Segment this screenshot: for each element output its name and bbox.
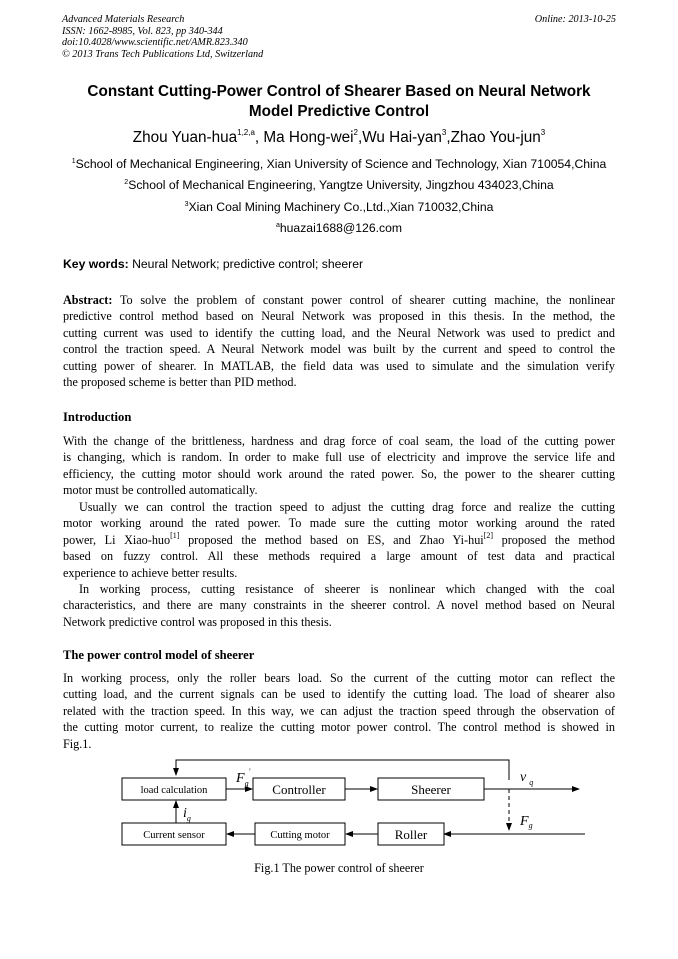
paper-title: [40, 82, 638, 121]
affiliation-1: [20, 157, 658, 172]
text-line: related with the traction speed. In this way, we can adjust the traction speed through the observation of: [63, 703, 615, 718]
affiliation-mark: 1: [71, 158, 76, 165]
title-line-1: Constant Cutting-Power Control of Shearer Based on Neural Network: [87, 83, 591, 100]
citation-ref-2[interactable]: [2]: [483, 530, 493, 540]
text-line: Fig.1.: [63, 736, 92, 751]
affiliation-3: [20, 200, 658, 215]
citation-ref-1[interactable]: [1]: [170, 530, 180, 540]
figure-1-caption: Fig.1 The power control of sheerer: [254, 861, 424, 875]
text-line: experience to achieve better results.: [63, 565, 238, 580]
text-line: motor working around the rated power. To made sure the cutting motor working around the rated: [63, 516, 615, 531]
keywords-label: Key words:: [63, 257, 129, 271]
block-label: load calculation: [140, 785, 208, 796]
title-line-2: Model Predictive Control: [248, 102, 430, 120]
text-line: efficiency, the cutting motor should work around the rated power. So, the power to the shearer cutting: [63, 466, 615, 481]
affiliation-text: School of Mechanical Engineering, Yangtze University, Jingzhou 434023,China: [128, 178, 554, 192]
text-span: proposed the method based on ES, and Zhao Yi-hui: [179, 532, 484, 547]
author-name: Zhou Yuan-hua: [132, 129, 238, 146]
block-label: Roller: [394, 827, 428, 842]
abstract: [63, 292, 615, 390]
text-line: Network predictive control was proposed in this thesis.: [63, 614, 332, 629]
text-line: the cutting motor current, to realize the cutting motor power control. The control method is showed in: [63, 720, 615, 735]
text-span: power, Li Xiao-huo: [63, 532, 171, 547]
text-line: In working process, cutting resistance of sheerer is nonlinear which changed with the coal: [79, 582, 615, 596]
email-text[interactable]: huazai1688@126.com: [279, 221, 403, 235]
author-separator: ,: [358, 129, 363, 146]
affiliation-mark: a: [275, 222, 280, 229]
abstract-label: Abstract:: [63, 293, 113, 307]
signal-label-fg: $F_g$: [520, 814, 533, 830]
text-line: In working process, only the roller bears load. So the current of the cutting motor can reflect the: [63, 671, 615, 685]
author-name: Ma Hong-wei: [263, 129, 354, 146]
abstract-line: cutting current was used to identify the cutting load, and the Neural Network was used to predict and: [63, 325, 615, 340]
power-model-paragraph: [63, 670, 615, 752]
block-label: Current sensor: [143, 830, 205, 841]
block-label: Controller: [272, 782, 326, 797]
doi-line: doi:10.4028/www.scientific.net/AMR.823.340: [62, 37, 248, 48]
text-line: is changing, which is random. In order to make full use of electricity and improve the service life and: [63, 450, 615, 465]
author-name: Wu Hai-yan: [362, 129, 442, 146]
signal-label-vq: v $_q$: [520, 770, 534, 787]
keywords: [63, 257, 363, 272]
block-label: Cutting motor: [270, 830, 330, 841]
abstract-text: To solve the problem of constant power control of shearer cutting machine, the nonlinear: [112, 293, 615, 307]
text-line: With the change of the brittleness, hardness and drag force of coal seam, the load of the cutting power: [63, 434, 615, 448]
introduction-paragraph-2: [63, 499, 615, 581]
keywords-text: Neural Network; predictive control; sheerer: [128, 257, 364, 271]
author-affiliation-mark: 3: [441, 128, 447, 137]
abstract-line: [63, 292, 615, 308]
figure-1-block-diagram: [100, 755, 600, 850]
abstract-line: the proposed scheme is better than PID method.: [63, 374, 297, 389]
introduction-paragraph-1: [63, 433, 615, 499]
affiliation-text: Xian Coal Mining Machinery Co.,Ltd.,Xian 710032,China: [188, 200, 494, 214]
author-name: Zhao You-jun: [450, 129, 541, 146]
author-separator: ,: [254, 129, 264, 146]
text-line: characteristics, and there are many constraints in the sheerer control. A novel method based on Neural: [63, 598, 615, 613]
journal-name: Advanced Materials Research: [62, 14, 185, 25]
abstract-line: control the traction speed. A Neural Network model was built by the current and speed to control the: [63, 342, 615, 357]
affiliation-2: [20, 178, 658, 193]
text-span: proposed the method: [493, 532, 615, 547]
author-affiliation-mark: 2: [353, 128, 358, 137]
abstract-line: predictive control method based on Neural Network was proposed in this thesis. In the method, the: [63, 309, 615, 324]
copyright-line: © 2013 Trans Tech Publications Ltd, Switzerland: [62, 48, 264, 60]
author-affiliation-mark: 3: [540, 128, 546, 137]
author-email: [20, 221, 658, 236]
section-heading-power-model: The power control model of sheerer: [63, 648, 255, 662]
introduction-paragraph-3: [63, 581, 615, 630]
affiliation-text: School of Mechanical Engineering, Xian University of Science and Technology, Xian 710054,China: [75, 157, 607, 171]
online-date: Online: 2013-10-25: [534, 14, 616, 25]
text-line: based on fuzzy control. All these methods required a large amount of test data and practical: [63, 549, 615, 564]
issn-line: ISSN: 1662-8985, Vol. 823, pp 340-344: [62, 25, 223, 37]
section-heading-introduction: Introduction: [63, 410, 132, 424]
text-line: Usually we can control the traction speed to adjust the cutting drag force and realize the cutting: [79, 500, 615, 514]
affiliation-mark: 3: [184, 201, 189, 208]
block-diagram-svg: [100, 755, 600, 850]
text-line: motor must be controlled automatically.: [63, 483, 258, 498]
signal-label-fg-prime: $F_g'$: [236, 767, 251, 788]
author-list: [40, 128, 638, 148]
signal-label-ig: $i_g$: [183, 806, 191, 823]
affiliation-mark: 2: [124, 179, 129, 186]
author-separator: ,: [446, 129, 451, 146]
block-label: Sheerer: [411, 782, 451, 797]
text-line: [63, 532, 615, 548]
author-affiliation-mark: 1,2,a: [237, 128, 255, 137]
journal-header: [62, 14, 263, 60]
text-line: cutting load, and the current signals can be used to identify the cutting load. The load of shearer also: [63, 687, 615, 702]
abstract-line: cutting power of shearer. In MATLAB, the field data was used to simulate and the simulation verify: [63, 358, 615, 373]
feedback-line: [176, 760, 509, 780]
